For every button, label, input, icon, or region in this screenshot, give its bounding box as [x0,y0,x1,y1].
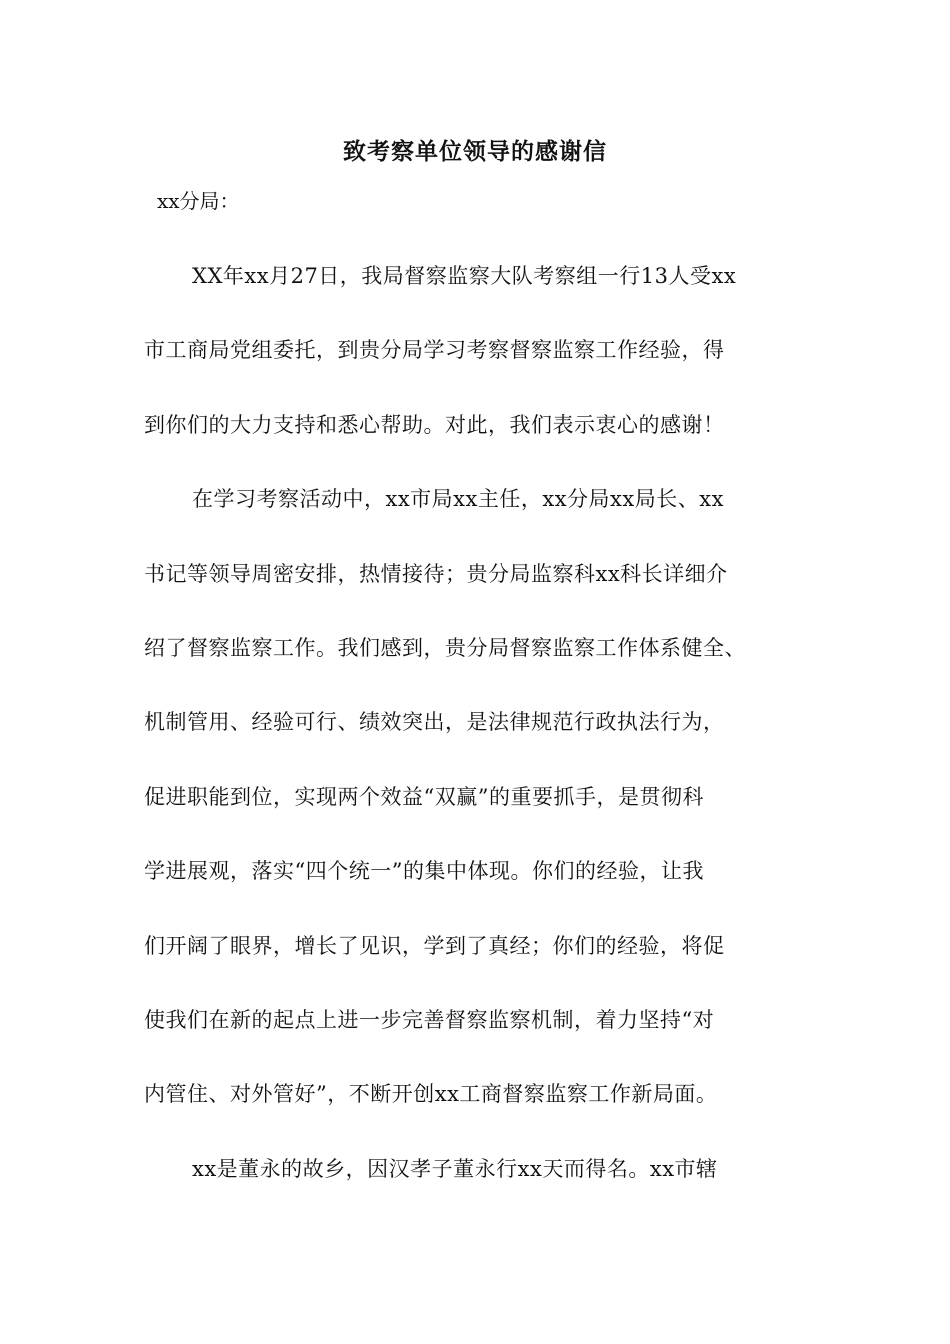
paragraph-line: 在学习考察活动中，xx市局xx主任，xx分局xx局长、xx [192,487,724,512]
salutation: xx分局： [157,189,240,213]
paragraph-line: 促进职能到位，实现两个效益“双赢”的重要抓手，是贯彻科 [144,784,704,809]
paragraph-line: 到你们的大力支持和悉心帮助。对此，我们表示衷心的感谢！ [144,412,725,437]
paragraph-line: 使我们在新的起点上进一步完善督察监察机制，着力坚持“对 [144,1007,715,1032]
document-title: 致考察单位领导的感谢信 [343,138,607,165]
paragraph-line: XX年xx月27日，我局督察监察大队考察组一行13人受xx [192,264,737,288]
paragraph-line: 市工商局党组委托，到贵分局学习考察督察监察工作经验，得 [144,338,725,363]
paragraph-line: 学进展观，落实“四个统一”的集中体现。你们的经验，让我 [144,859,704,884]
paragraph-line: 机制管用、经验可行、绩效突出，是法律规范行政执法行为， [144,710,725,735]
paragraph-line: 书记等领导周密安排，热情接待；贵分局监察科xx科长详细介 [144,561,728,586]
paragraph-line: 绍了督察监察工作。我们感到，贵分局督察监察工作体系健全、 [144,635,746,660]
paragraph-line: 们开阔了眼界，增长了见识，学到了真经；你们的经验，将促 [144,933,725,958]
paragraph-line: 内管住、对外管好”，不断开创xx工商督察监察工作新局面。 [144,1082,718,1107]
paragraph-line: xx是董永的故乡，因汉孝子董永行xx天而得名。xx市辖 [192,1156,718,1181]
letter-body [144,256,816,1223]
